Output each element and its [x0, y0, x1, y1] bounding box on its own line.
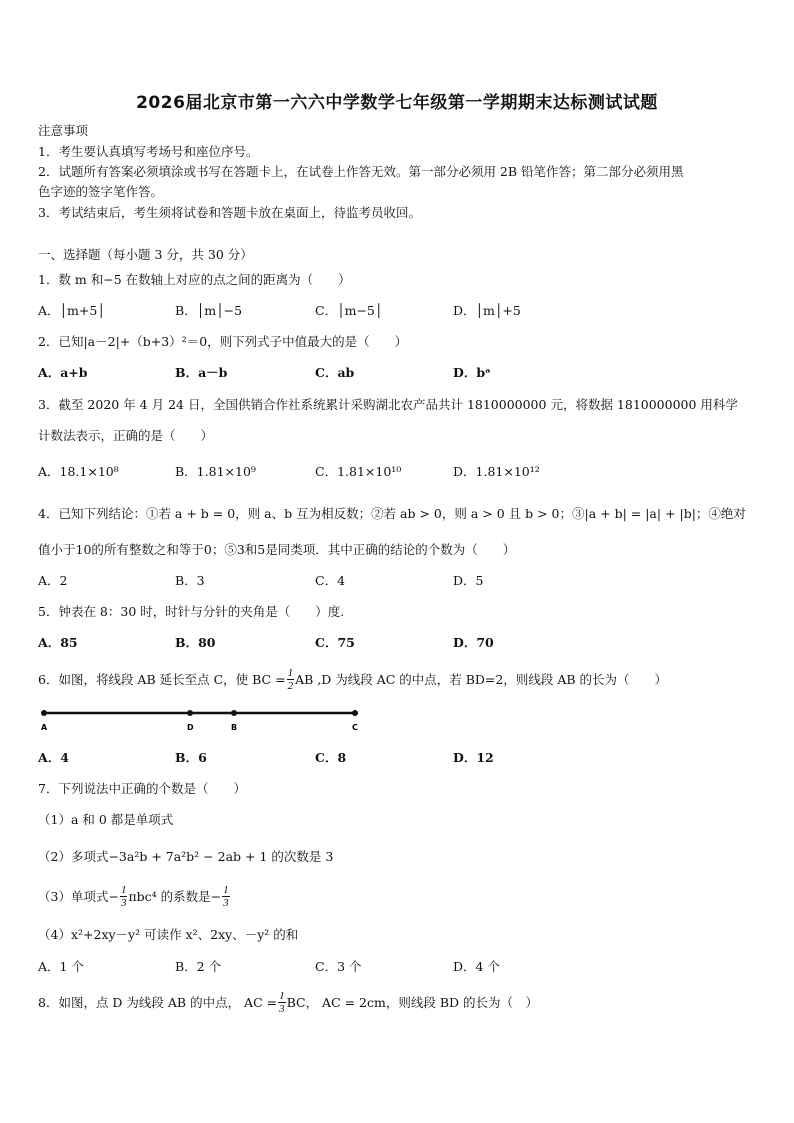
option-b: B．3: [175, 573, 205, 588]
point-a: [41, 710, 47, 716]
notice-heading: 注意事项: [38, 123, 89, 138]
fraction-numerator: 1: [287, 666, 294, 679]
question-7-options: [38, 958, 758, 975]
fraction-denominator: 2: [287, 679, 294, 692]
option-c: C．4: [315, 573, 346, 588]
question-7-stem: 7．下列说法中正确的个数是（ ）: [38, 781, 246, 796]
statement-3-part2: πbc⁴ 的系数是−: [128, 888, 222, 904]
fraction-numerator: 1: [223, 883, 229, 896]
statement-4: （4）x²+2xy－y² 可读作 x²、2xy、－y² 的和: [38, 927, 299, 942]
option-c: C．ab: [315, 365, 355, 380]
question-6-options: [38, 749, 758, 766]
option-c: C．│m−5│: [315, 303, 383, 318]
exam-title: 2026届北京市第一六六中学数学七年级第一学期期末达标测试试题: [136, 93, 658, 113]
notice-item-1: 1．考生要认真填写考场号和座位序号。: [38, 144, 259, 159]
question-2-stem: 2．已知|a－2|+（b+3）²＝0，则下列式子中值最大的是（ ）: [38, 334, 408, 349]
question-8-stem-part1: 8．如图，点 D 为线段 AB 的中点， AC =: [38, 994, 278, 1010]
option-a: A．18.1×10⁸: [38, 464, 119, 479]
option-c: C．3 个: [315, 959, 362, 974]
option-a: A．85: [38, 635, 78, 650]
question-5-options: [38, 634, 758, 651]
notice-item-2: 2．试题所有答案必须填涂或书写在答题卡上，在试卷上作答无效。第一部分必须用 2B 铅笔作答；第二部分必须用黑: [38, 164, 684, 179]
question-4-options: [38, 572, 758, 589]
point-c: [352, 710, 358, 716]
question-3-options: [38, 463, 758, 480]
segment-figure: [38, 706, 368, 734]
option-b: B．2 个: [175, 959, 222, 974]
statement-3-part1: （3）单项式−: [38, 888, 119, 904]
question-6-stem: [38, 664, 667, 694]
question-5-stem: 5．钟表在 8：30 时，时针与分针的夹角是（ ）度.: [38, 604, 345, 619]
label-d: D: [187, 723, 194, 732]
option-d: D．12: [453, 750, 494, 765]
statement-2: （2）多项式−3a²b + 7a²b² − 2ab + 1 的次数是 3: [38, 849, 334, 864]
fraction-one-third-answer: [222, 884, 230, 909]
fraction-one-third: [278, 990, 286, 1015]
option-a: A．│m+5│: [38, 303, 105, 318]
option-d: D．│m│+5: [453, 303, 521, 318]
question-3-stem: 3．截至 2020 年 4 月 24 日，全国供销合作社系统累计采购湖北农产品共计 1810000000 元，将数据 1810000000 用科学: [38, 397, 738, 412]
question-8-stem: [38, 986, 538, 1018]
option-d: D．70: [453, 635, 494, 650]
statement-1: （1）a 和 0 都是单项式: [38, 812, 174, 827]
option-d: D．1.81×10¹²: [453, 464, 540, 479]
option-a: A．2: [38, 573, 68, 588]
point-d: [187, 710, 193, 716]
question-6-stem-part2: AB ,D 为线段 AC 的中点，若 BD=2，则线段 AB 的长为（ ）: [295, 671, 668, 687]
statement-3: [38, 880, 231, 912]
label-b: B: [231, 723, 238, 732]
option-c: C．75: [315, 635, 355, 650]
question-1-stem: 1．数 m 和−5 在数轴上对应的点之间的距离为（ ）: [38, 272, 351, 287]
fraction-denominator: 3: [120, 896, 127, 909]
option-b: B．a－b: [175, 365, 228, 380]
fraction-one-half: [287, 667, 295, 692]
question-3-stem-cont: 计数法表示，正确的是（ ）: [38, 428, 214, 443]
question-6-stem-part1: 6．如图，将线段 AB 延长至点 C，使 BC =: [38, 671, 286, 687]
label-a: A: [41, 723, 48, 732]
fraction-denominator: 3: [223, 896, 229, 909]
fraction-numerator: 1: [279, 989, 285, 1002]
question-2-options: [38, 364, 758, 381]
fraction-one-third: [120, 884, 128, 909]
question-4-stem: 4．已知下列结论：①若 a + b = 0，则 a、b 互为相反数；②若 ab > 0，则 a > 0 且 b > 0；③|a + b| = |a| + |b|；④绝对: [38, 506, 746, 521]
point-b: [231, 710, 237, 716]
option-a: A．4: [38, 750, 69, 765]
option-d: D．5: [453, 573, 484, 588]
option-c: C．1.81×10¹⁰: [315, 464, 402, 479]
label-c: C: [352, 723, 358, 732]
fraction-numerator: 1: [120, 883, 127, 896]
section-heading: 一、选择题（每小题 3 分，共 30 分）: [38, 247, 253, 262]
option-d: D．bᵃ: [453, 365, 491, 380]
question-4-stem-cont: 值小于10的所有整数之和等于0；⑤3和5是同类项．其中正确的结论的个数为（ ）: [38, 542, 516, 557]
question-8-stem-part2: BC， AC = 2cm，则线段 BD 的长为（ ）: [286, 994, 539, 1010]
option-d: D．4 个: [453, 959, 500, 974]
notice-item-2-cont: 色字迹的签字笔作答。: [38, 184, 164, 199]
notice-item-3: 3．考试结束后，考生须将试卷和答题卡放在桌面上，待监考员收回。: [38, 205, 421, 220]
option-a: A．1 个: [38, 959, 84, 974]
option-b: B．1.81×10⁹: [175, 464, 256, 479]
option-b: B．│m│−5: [175, 303, 243, 318]
option-a: A．a+b: [38, 365, 88, 380]
option-b: B．6: [175, 750, 207, 765]
fraction-denominator: 3: [279, 1002, 285, 1015]
option-c: C．8: [315, 750, 347, 765]
question-1-options: [38, 302, 758, 319]
option-b: B．80: [175, 635, 216, 650]
